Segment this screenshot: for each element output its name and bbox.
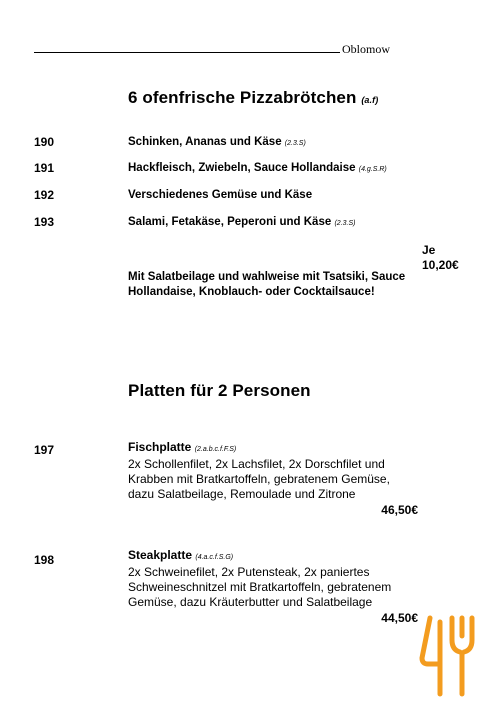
platter-block	[128, 440, 418, 518]
section-title-platters: Platten für 2 Personen	[128, 381, 311, 400]
item-number: 193	[34, 215, 55, 229]
platter-price: 44,50€	[381, 611, 418, 625]
section-title-pizza	[128, 88, 378, 108]
item-number: 191	[34, 161, 55, 175]
item-description	[128, 189, 312, 201]
platter-name: Steakplatte	[128, 548, 193, 562]
header-rule	[34, 52, 340, 53]
section-title-allergens: (a.f)	[361, 95, 379, 105]
section-title-text: 6 ofenfrische Pizzabrötchen	[128, 88, 357, 107]
platter-allergens: (4.a.c.f.S.G)	[195, 554, 234, 561]
price: 10,20€	[422, 258, 459, 272]
platter-description: 2x Schollenfilet, 2x Lachsfilet, 2x Dorschfilet und Krabben mit Bratkartoffeln, gebratenem Gemüse, dazu Salatbeilage, Remoulade und Zitrone	[128, 457, 390, 501]
item-text: Schinken, Ananas und Käse	[128, 136, 282, 148]
item-number: 198	[34, 553, 55, 567]
price-block	[422, 243, 459, 273]
item-number: 190	[34, 135, 55, 149]
item-allergens: (2.3.S)	[284, 140, 306, 147]
item-description	[128, 216, 355, 228]
item-number: 197	[34, 443, 55, 457]
platter-price: 46,50€	[381, 503, 418, 517]
item-text: Hackfleisch, Zwiebeln, Sauce Hollandaise	[128, 162, 356, 174]
item-description	[128, 162, 387, 174]
sauce-note: Mit Salatbeilage und wahlweise mit Tsatsiki, Sauce Hollandaise, Knoblauch- oder Cocktailsauce!	[128, 271, 406, 298]
platter-block	[128, 548, 418, 626]
cutlery-logo-icon	[418, 614, 482, 698]
item-allergens: (4.g.S.R)	[358, 166, 387, 173]
restaurant-name: Oblomow	[342, 42, 390, 56]
platter-allergens: (2.a.b.c.f.F.S)	[194, 446, 237, 453]
item-description	[128, 136, 306, 148]
item-number: 192	[34, 188, 55, 202]
platter-description: 2x Schweinefilet, 2x Putensteak, 2x paniertes Schweineschnitzel mit Bratkartoffeln, gebratenem Gemüse, dazu Kräuterbutter und Salatbeilage	[128, 565, 392, 609]
item-text: Salami, Fetakäse, Peperoni und Käse	[128, 216, 332, 228]
platter-name: Fischplatte	[128, 440, 192, 454]
price-prefix: Je	[422, 243, 436, 257]
item-text: Verschiedenes Gemüse und Käse	[128, 189, 313, 201]
item-allergens: (2.3.S)	[334, 220, 356, 227]
